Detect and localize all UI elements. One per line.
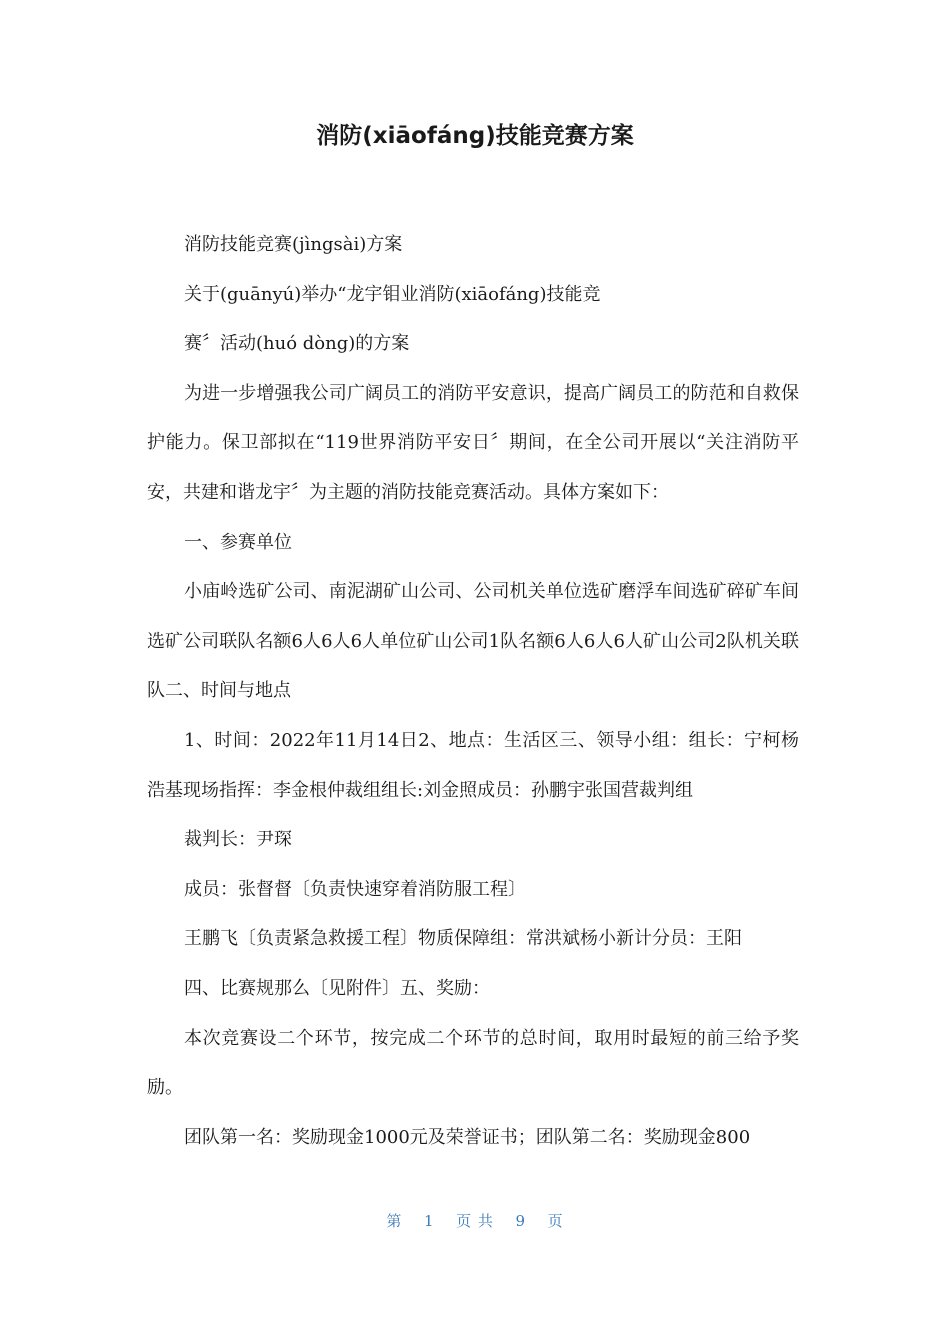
document-body	[147, 220, 799, 1162]
paragraph-7: 1、时间：2022年11月14日2、地点：生活区三、领导小组：组长：宁柯杨浩基现场指挥：李金根仲裁组组长:刘金照成员：孙鹏宇张国营裁判组	[147, 729, 799, 801]
page-label-suffix: 页	[547, 1212, 564, 1230]
current-page-number: 1	[424, 1212, 435, 1230]
paragraph-11: 四、比赛规那么〔见附件〕五、奖励：	[184, 977, 490, 999]
page-label-prefix: 第	[386, 1212, 403, 1230]
page-footer	[0, 1210, 950, 1231]
paragraph-5: 一、参赛单位	[184, 531, 292, 553]
paragraph-6: 小庙岭选矿公司、南泥湖矿山公司、公司机关单位选矿磨浮车间选矿碎矿车间选矿公司联队名额6人6人6人单位矿山公司1队名额6人6人6人矿山公司2队机关联队二、时间与地点	[147, 581, 799, 702]
paragraph-10: 王鹏飞〔负责紧急救援工程〕物质保障组：常洪斌杨小新计分员：王阳	[184, 928, 742, 950]
total-pages-number: 9	[515, 1212, 526, 1230]
paragraph-9: 成员：张督督〔负责快速穿着消防服工程〕	[184, 878, 526, 900]
paragraph-2: 关于(guānyú)举办“龙宇钼业消防(xiāofáng)技能竞	[184, 283, 601, 305]
paragraph-13: 团队第一名：奖励现金1000元及荣誉证书；团队第二名：奖励现金800	[184, 1126, 751, 1148]
paragraph-4: 为进一步增强我公司广阔员工的消防平安意识，提高广阔员工的防范和自救保护能力。保卫部拟在“119世界消防平安日〞期间，在全公司开展以“关注消防平安，共建和谐龙宇〞为主题的消防技能竞赛活动。具体方案如下：	[147, 382, 799, 503]
page-label-middle: 页 共	[456, 1212, 494, 1230]
paragraph-8: 裁判长：尹琛	[184, 829, 292, 851]
paragraph-12: 本次竞赛设二个环节，按完成二个环节的总时间，取用时最短的前三给予奖励。	[147, 1027, 799, 1099]
paragraph-3: 赛〞活动(huó dòng)的方案	[184, 333, 410, 355]
paragraph-1: 消防技能竞赛(jìngsài)方案	[184, 234, 403, 255]
document-title: 消防(xiāofáng)技能竞赛方案	[316, 123, 634, 149]
